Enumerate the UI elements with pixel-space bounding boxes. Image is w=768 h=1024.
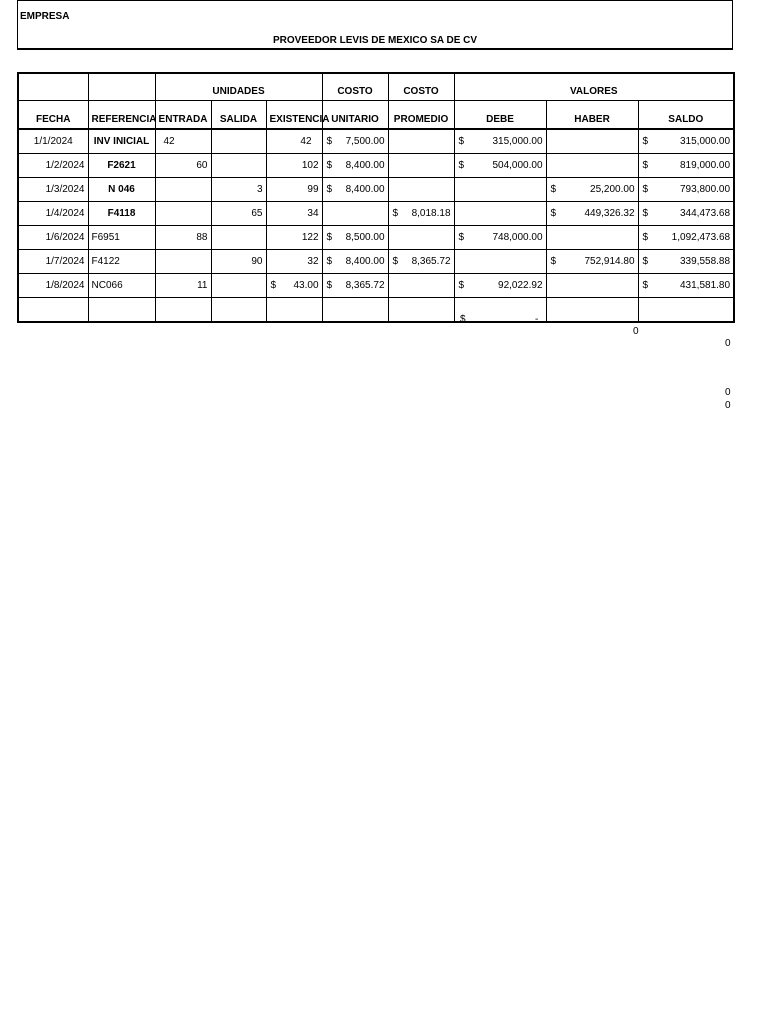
column-header-fecha: FECHA xyxy=(18,101,88,130)
cell-debe xyxy=(454,274,546,298)
cell-unitario xyxy=(322,129,388,154)
currency-symbol: $ xyxy=(458,136,465,147)
cell-salida: 90 xyxy=(211,250,266,274)
currency-symbol: $ xyxy=(392,208,399,219)
cell-promedio xyxy=(388,154,454,178)
stray-zero: 0 xyxy=(725,387,731,398)
cell-haber xyxy=(546,178,638,202)
cell-empty xyxy=(88,298,155,323)
cell-unitario xyxy=(322,250,388,274)
currency-symbol: $ xyxy=(458,160,465,171)
cell-haber-value: 25,200.00 xyxy=(590,184,635,195)
kardex-table xyxy=(17,72,735,323)
cell-empty xyxy=(638,298,734,323)
header-cell-empty-referencia xyxy=(88,73,155,101)
cell-debe-value: 315,000.00 xyxy=(492,136,543,147)
cell-salida xyxy=(211,129,266,154)
currency-symbol: $ xyxy=(326,232,333,243)
currency-symbol: $ xyxy=(642,160,649,171)
cell-saldo xyxy=(638,274,734,298)
currency-symbol: $ xyxy=(550,256,557,267)
cell-debe xyxy=(454,250,546,274)
cell-saldo-value: 793,800.00 xyxy=(680,184,731,195)
cell-existencia: 122 xyxy=(266,226,322,250)
cell-existencia: 102 xyxy=(266,154,322,178)
cell-saldo xyxy=(638,129,734,154)
cell-saldo xyxy=(638,202,734,226)
currency-symbol: $ xyxy=(458,232,465,243)
cell-empty xyxy=(322,298,388,323)
cell-empty xyxy=(18,298,88,323)
cell-haber xyxy=(546,129,638,154)
table-row xyxy=(18,154,734,178)
cell-debe-value: 504,000.00 xyxy=(492,160,543,171)
cell-saldo xyxy=(638,226,734,250)
cell-promedio xyxy=(388,178,454,202)
cell-unitario xyxy=(322,274,388,298)
currency-symbol: $ xyxy=(326,136,333,147)
cell-debe xyxy=(454,178,546,202)
stray-dollar-sign: $ xyxy=(460,314,466,325)
cell-promedio xyxy=(388,250,454,274)
cell-fecha: 1/6/2024 xyxy=(18,226,88,250)
column-header-saldo: SALDO xyxy=(638,101,734,130)
cell-fecha: 1/8/2024 xyxy=(18,274,88,298)
cell-referencia: F2621 xyxy=(88,154,155,178)
cell-referencia: NC066 xyxy=(88,274,155,298)
cell-salida xyxy=(211,226,266,250)
cell-fecha: 1/2/2024 xyxy=(18,154,88,178)
cell-existencia-value: 43.00 xyxy=(293,280,319,291)
column-header-row xyxy=(18,101,734,130)
currency-symbol: $ xyxy=(458,280,465,291)
stray-zero: 0 xyxy=(725,338,731,349)
cell-saldo-value: 344,473.68 xyxy=(680,208,731,219)
cell-debe-value: 92,022.92 xyxy=(498,280,543,291)
column-header-haber: HABER xyxy=(546,101,638,130)
currency-symbol: $ xyxy=(550,208,557,219)
cell-saldo xyxy=(638,154,734,178)
company-label: EMPRESA xyxy=(20,11,70,22)
header-cell-empty-fecha xyxy=(18,73,88,101)
cell-entrada: 60 xyxy=(155,154,211,178)
cell-haber xyxy=(546,226,638,250)
cell-saldo xyxy=(638,178,734,202)
currency-symbol: $ xyxy=(642,256,649,267)
cell-saldo-value: 431,581.80 xyxy=(680,280,731,291)
cell-debe xyxy=(454,129,546,154)
cell-promedio xyxy=(388,226,454,250)
cell-empty xyxy=(211,298,266,323)
currency-symbol: $ xyxy=(326,280,333,291)
column-header-promedio: PROMEDIO xyxy=(388,101,454,130)
cell-haber xyxy=(546,250,638,274)
cell-empty xyxy=(454,298,546,323)
cell-saldo-value: 1,092,473.68 xyxy=(671,232,731,243)
cell-promedio xyxy=(388,274,454,298)
cell-unitario xyxy=(322,154,388,178)
currency-symbol: $ xyxy=(642,232,649,243)
table-row xyxy=(18,226,734,250)
cell-referencia: F4122 xyxy=(88,250,155,274)
cell-salida xyxy=(211,274,266,298)
cell-entrada: 42 xyxy=(155,129,211,154)
cell-entrada: 11 xyxy=(155,274,211,298)
cell-salida: 3 xyxy=(211,178,266,202)
cell-haber xyxy=(546,154,638,178)
cell-referencia: F6951 xyxy=(88,226,155,250)
cell-unitario xyxy=(322,226,388,250)
cell-fecha: 1/3/2024 xyxy=(18,178,88,202)
currency-symbol: $ xyxy=(642,280,649,291)
cell-empty xyxy=(388,298,454,323)
cell-unitario-value: 8,400.00 xyxy=(345,256,385,267)
cell-debe xyxy=(454,154,546,178)
cell-haber-value: 449,326.32 xyxy=(584,208,635,219)
cell-saldo-value: 339,558.88 xyxy=(680,256,731,267)
cell-promedio xyxy=(388,202,454,226)
table-row xyxy=(18,129,734,154)
cell-referencia: INV INICIAL xyxy=(88,129,155,154)
header-group-valores: VALORES xyxy=(454,73,734,101)
provider-name: PROVEEDOR LEVIS DE MEXICO SA DE CV xyxy=(272,35,478,46)
cell-entrada xyxy=(155,178,211,202)
cell-empty xyxy=(266,298,322,323)
table-row xyxy=(18,202,734,226)
currency-symbol: $ xyxy=(326,256,333,267)
currency-symbol: $ xyxy=(642,136,649,147)
currency-symbol: $ xyxy=(270,280,277,291)
cell-entrada xyxy=(155,202,211,226)
cell-fecha: 1/7/2024 xyxy=(18,250,88,274)
cell-existencia: 42 xyxy=(266,129,322,154)
column-header-existencia: EXISTENCIA xyxy=(266,101,322,130)
cell-haber-value: 752,914.80 xyxy=(584,256,635,267)
cell-promedio-value: 8,365.72 xyxy=(411,256,451,267)
cell-saldo-value: 819,000.00 xyxy=(680,160,731,171)
cell-empty xyxy=(546,298,638,323)
cell-unitario xyxy=(322,202,388,226)
cell-debe xyxy=(454,202,546,226)
cell-unitario-value: 8,500.00 xyxy=(345,232,385,243)
cell-unitario-value: 8,365.72 xyxy=(345,280,385,291)
table-row-empty xyxy=(18,298,734,323)
column-header-salida: SALIDA xyxy=(211,101,266,130)
cell-debe-value: 748,000.00 xyxy=(492,232,543,243)
cell-entrada: 88 xyxy=(155,226,211,250)
cell-referencia: F4118 xyxy=(88,202,155,226)
cell-unitario-value: 7,500.00 xyxy=(345,136,385,147)
stray-dash: - xyxy=(535,314,539,325)
cell-haber xyxy=(546,202,638,226)
cell-salida: 65 xyxy=(211,202,266,226)
table-row xyxy=(18,250,734,274)
header-group-unidades: UNIDADES xyxy=(155,73,322,101)
cell-existencia: 99 xyxy=(266,178,322,202)
cell-existencia: 34 xyxy=(266,202,322,226)
column-header-referencia: REFERENCIA xyxy=(88,101,155,130)
cell-salida xyxy=(211,154,266,178)
cell-empty xyxy=(155,298,211,323)
cell-unitario-value: 8,400.00 xyxy=(345,160,385,171)
currency-symbol: $ xyxy=(326,160,333,171)
cell-unitario xyxy=(322,178,388,202)
currency-symbol: $ xyxy=(392,256,399,267)
cell-debe xyxy=(454,226,546,250)
table-row xyxy=(18,274,734,298)
table-row xyxy=(18,178,734,202)
column-header-debe: DEBE xyxy=(454,101,546,130)
cell-fecha: 1/4/2024 xyxy=(18,202,88,226)
column-header-entrada: ENTRADA xyxy=(155,101,211,130)
header-group-costo-promedio: COSTO xyxy=(388,73,454,101)
cell-promedio xyxy=(388,129,454,154)
cell-promedio-value: 8,018.18 xyxy=(411,208,451,219)
currency-symbol: $ xyxy=(642,208,649,219)
column-header-unitario: UNITARIO xyxy=(322,101,388,130)
cell-referencia: N 046 xyxy=(88,178,155,202)
stray-zero: 0 xyxy=(725,400,731,411)
header-group-costo-unitario: COSTO xyxy=(322,73,388,101)
cell-entrada xyxy=(155,250,211,274)
cell-haber xyxy=(546,274,638,298)
currency-symbol: $ xyxy=(326,184,333,195)
cell-fecha: 1/1/2024 xyxy=(18,129,88,154)
stray-zero: 0 xyxy=(633,326,639,337)
cell-saldo xyxy=(638,250,734,274)
cell-saldo-value: 315,000.00 xyxy=(680,136,731,147)
currency-symbol: $ xyxy=(550,184,557,195)
currency-symbol: $ xyxy=(642,184,649,195)
cell-existencia xyxy=(266,274,322,298)
group-header-row xyxy=(18,73,734,101)
cell-existencia: 32 xyxy=(266,250,322,274)
cell-unitario-value: 8,400.00 xyxy=(345,184,385,195)
company-header xyxy=(17,0,733,50)
